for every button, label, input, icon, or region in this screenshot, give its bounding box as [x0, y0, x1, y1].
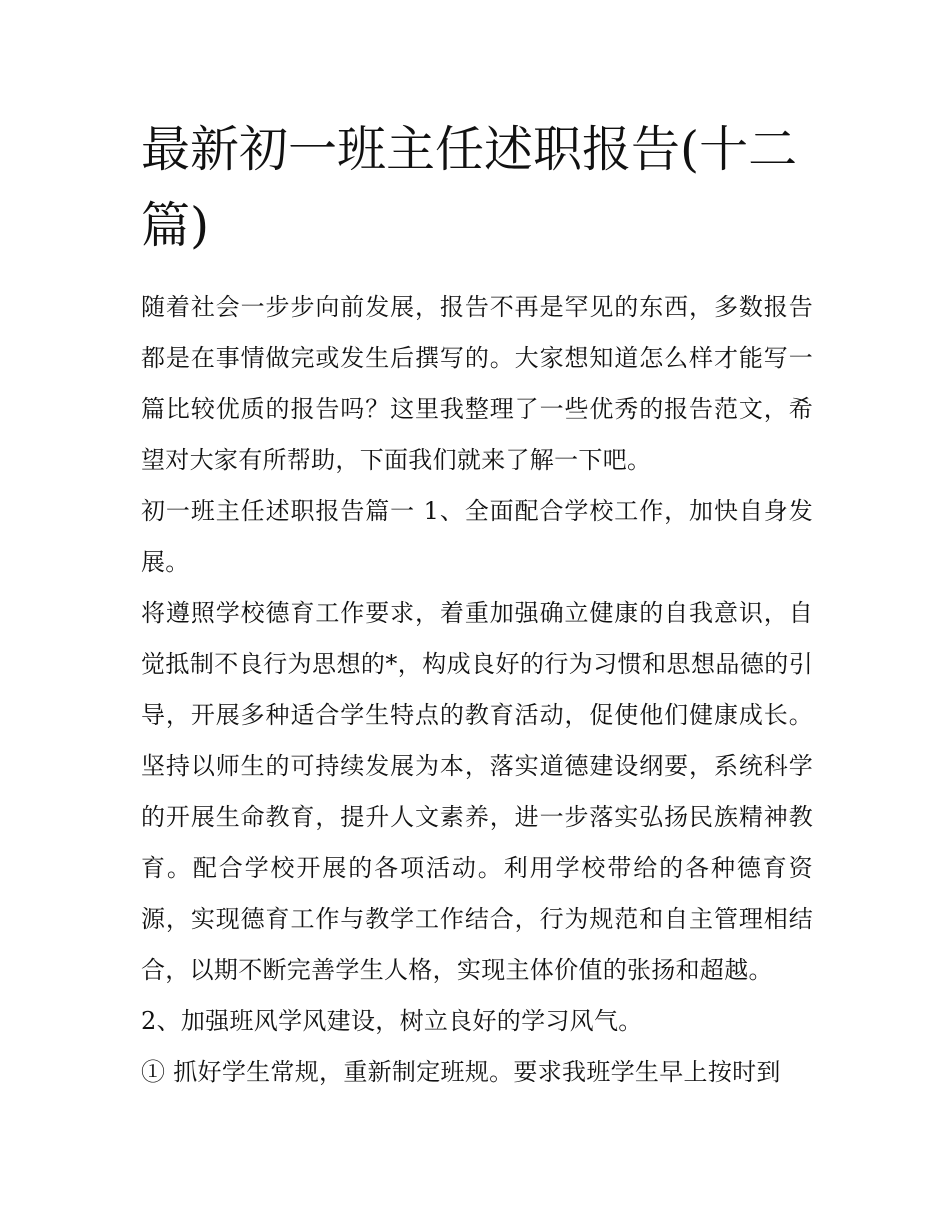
paragraph-section-1-heading: 初一班主任述职报告篇一 1、全面配合学校工作，加快自身发展。: [141, 497, 813, 576]
document-title: 最新初一班主任述职报告(十二篇): [141, 121, 798, 254]
paragraph-section-2-heading: 2、加强班风学风建设，树立良好的学习风气。: [141, 1007, 643, 1035]
document-body: [141, 112, 813, 1098]
paragraph-section-1-body: 将遵照学校德育工作要求，着重加强确立健康的自我意识，自觉抵制不良行为思想的*，构成良好的行为习惯和思想品德的引导，开展多种适合学生特点的教育活动，促使他们健康成长。坚持以师生的可持续发展为本，落实道德建设纲要，系统科学的开展生命教育，提升人文素养，进一步落实弘扬民族精神教育。配合学校开展的各项活动。利用学校带给的各种德育资源，实现德育工作与教学工作结合，行为规范和自主管理相结合，以期不断完善学生人格，实现主体价值的张扬和超越。: [141, 599, 813, 984]
paragraph-section-2-item-1: ① 抓好学生常规，重新制定班规。要求我班学生早上按时到: [141, 1058, 781, 1086]
paragraph-intro: 随着社会一步步向前发展，报告不再是罕见的东西，多数报告都是在事情做完或发生后撰写的。大家想知道怎么样才能写一篇比较优质的报告吗？这里我整理了一些优秀的报告范文，希望对大家有所帮助，下面我们就来了解一下吧。: [141, 293, 813, 474]
